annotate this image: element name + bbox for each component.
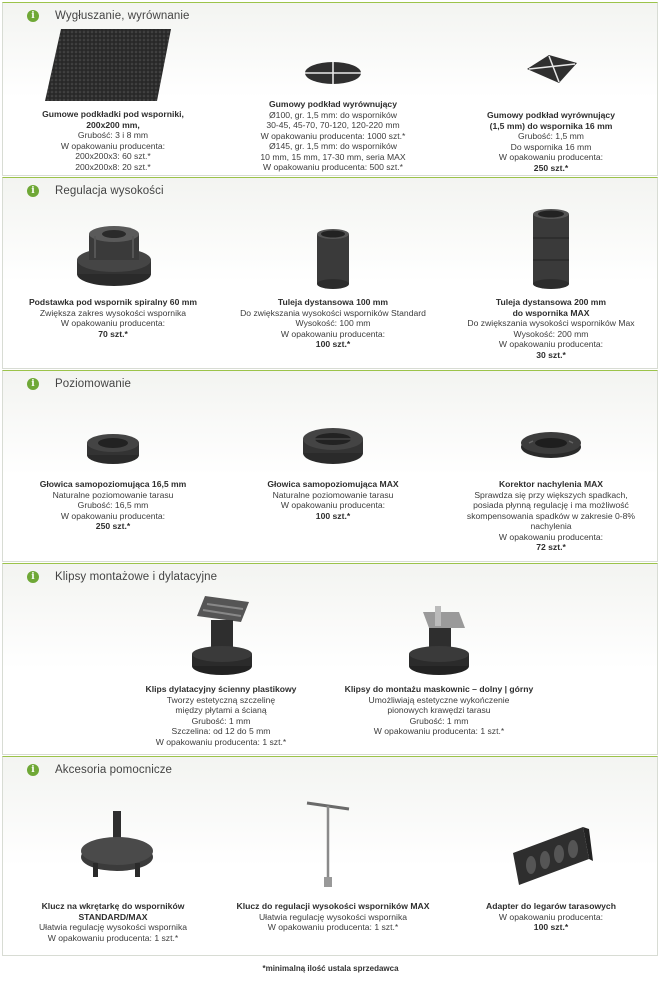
info-icon[interactable]: i: [27, 185, 39, 197]
wall-clip-image: [183, 592, 259, 678]
section-title: Poziomowanie: [55, 378, 131, 390]
product-card: Klipsy do montażu maskownic – dolny | górny Umożliwiają estetyczne wykończenie pionowych krawędzi tarasu Grubość: 1 mm W opakowaniu producenta: 1 szt.*: [339, 564, 539, 756]
adjustment-key-image: [303, 799, 353, 891]
section-title: Klipsy montażowe i dylatacyjne: [55, 571, 218, 583]
product-name: Adapter do legarów tarasowych: [486, 901, 616, 911]
spacer-sleeve-100-image: [315, 228, 351, 290]
leveling-head-max-image: [301, 421, 365, 467]
slope-corrector-image: [519, 425, 583, 463]
info-icon[interactable]: i: [27, 378, 39, 390]
rubber-pad-image: [39, 27, 179, 103]
leveling-pad-16-image: [519, 51, 583, 87]
product-card: Tuleja dystansowa 200 mm do wspornika MAX Do zwiększania wysokości wsporników Max Wysokość: 200 mm W opakowaniu producenta: 30 szt.*: [451, 178, 651, 370]
product-card: Głowica samopoziomująca 16,5 mm Naturalne poziomowanie tarasu Grubość: 16,5 mm W opakowaniu producenta: 250 szt.*: [13, 371, 213, 563]
product-name: Klucz na wkrętarkę do wsporników: [41, 901, 185, 911]
leveling-pad-image: [303, 58, 363, 88]
product-card: Tuleja dystansowa 100 mm Do zwiększania wysokości wsporników Standard Wysokość: 100 mm W opakowaniu producenta: 100 szt.*: [233, 178, 433, 370]
spacer-sleeve-200-image: [529, 208, 573, 292]
product-card: Klips dylatacyjny ścienny plastikowy Tworzy estetyczną szczelinę między płytami a ścianą Grubość: 1 mm Szczelina: od 12 do 5 mm W opakowaniu producenta: 1 szt.*: [121, 564, 321, 756]
product-name: Korektor nachylenia MAX: [498, 479, 604, 489]
product-card: Korektor nachylenia MAX Sprawdza się przy większych spadkach, posiada płynną regulację i ma możliwość skompensowania spadków w zakresie 0-8% nachylenia W opakowaniu producenta: 72 szt.*: [451, 371, 651, 563]
footnote: *minimalną ilość ustala sprzedawca: [262, 964, 399, 973]
section-title: Wygłuszanie, wyrównanie: [55, 10, 190, 22]
product-card: Klucz do regulacji wysokości wsporników MAX Ułatwia regulację wysokości wspornika W opakowaniu producenta: 1 szt.*: [233, 757, 433, 957]
joist-adapter-image: [509, 823, 593, 889]
product-name: Tuleja dystansowa 100 mm: [277, 297, 389, 307]
product-name: Klips dylatacyjny ścienny plastikowy: [145, 684, 297, 694]
product-card: Głowica samopoziomująca MAX Naturalne poziomowanie tarasu W opakowaniu producenta: 100 szt.*: [233, 371, 433, 563]
product-name: Gumowe podkładki pod wsporniki,: [42, 109, 184, 119]
info-icon[interactable]: i: [27, 764, 39, 776]
product-name: Podstawka pod wspornik spiralny 60 mm: [28, 297, 198, 307]
section-soundproofing: [2, 2, 658, 176]
leveling-head-image: [85, 427, 141, 467]
product-card: Gumowe podkładki pod wsporniki, 200x200 mm, Grubość: 3 i 8 mm W opakowaniu producenta: 200x200x3: 60 szt.* 200x200x8: 20 szt.*: [13, 3, 213, 177]
product-name: Klucz do regulacji wysokości wsporników MAX: [236, 901, 430, 911]
product-card: Gumowy podkład wyrównujący (1,5 mm) do wspornika 16 mm Grubość: 1,5 mm Do wspornika 16 mm W opakowaniu producenta: 250 szt.*: [451, 3, 651, 177]
section-title: Akcesoria pomocnicze: [55, 764, 173, 776]
product-name: Głowica samopoziomująca MAX: [267, 479, 399, 489]
product-card: Gumowy podkład wyrównujący Ø100, gr. 1,5 mm: do wsporników 30-45, 45-70, 70-120, 120-220 mm W opakowaniu producenta: 1000 szt.* Ø145, gr. 1,5 mm: do wsporników 10 mm, 15 mm, 17-30 mm, seria MAX W opakowaniu producenta: 500 szt.*: [233, 3, 433, 177]
product-name: Gumowy podkład wyrównujący: [487, 110, 615, 120]
product-name: Tuleja dystansowa 200 mm: [495, 297, 607, 307]
info-icon[interactable]: i: [27, 10, 39, 22]
product-card: Podstawka pod wspornik spiralny 60 mm Zwiększa zakres wysokości wspornika W opakowaniu producenta: 70 szt.*: [13, 178, 213, 370]
section-clips: [2, 563, 658, 755]
section-accessories: [2, 756, 658, 956]
fascia-clip-image: [403, 604, 475, 678]
drill-wrench-image: [77, 809, 157, 889]
product-name: Klipsy do montażu maskownic – dolny | górny: [344, 684, 534, 694]
product-card: Adapter do legarów tarasowych W opakowaniu producenta: 100 szt.*: [451, 757, 651, 957]
section-leveling: [2, 370, 658, 562]
section-height-adjustment: [2, 177, 658, 369]
info-icon[interactable]: i: [27, 571, 39, 583]
product-name: Gumowy podkład wyrównujący: [269, 99, 397, 109]
product-card: Klucz na wkrętarkę do wsporników STANDARD/MAX Ułatwia regulację wysokości wspornika W opakowaniu producenta: 1 szt.*: [13, 757, 213, 957]
product-name: Głowica samopoziomująca 16,5 mm: [39, 479, 187, 489]
spiral-base-image: [75, 220, 153, 290]
section-title: Regulacja wysokości: [55, 185, 164, 197]
